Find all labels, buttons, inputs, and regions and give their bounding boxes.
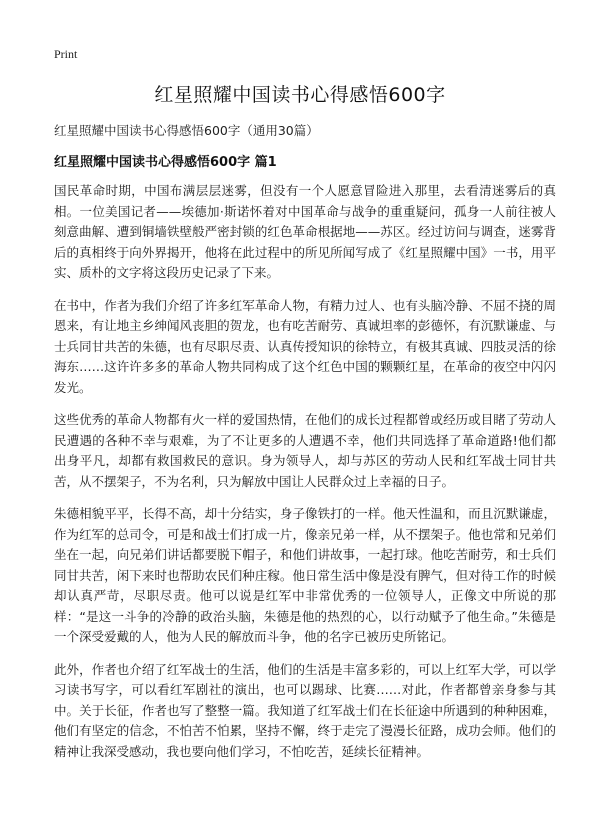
paragraph: 此外，作者也介绍了红军战士的生活，他们的生活是丰富多彩的，可以上红军大学，可以学习读书写字，可以看红军剧社的演出，也可以踢球、比赛……对此，作者都曾亲身参与其中。关于长征，作者也写了整整一篇。我知道了红军战士们在长征途中所遇到的种种困难，他们有坚定的信念，不怕苦不怕累，坚持不懈，终于走完了漫漫长征路，成功会师。他们的精神让我深受感动，我也要向他们学习，不怕吃苦，延续长征精神。 [54, 661, 556, 759]
page-title: 红星照耀中国读书心得感悟600字 [154, 84, 446, 106]
paragraph: 这些优秀的革命人物都有火一样的爱国热情，在他们的成长过程都曾或经历或目睹了劳动人民遭遇的各种不幸与艰难，为了不让更多的人遭遇不幸，他们共同选择了革命道路!他们都出身平凡，却都有救国救民的意识。身为领导人，却与苏区的劳动人民和红军战士同甘共苦，从不摆架子，不为名利，只为解放中国让人民群众过上幸福的日子。 [54, 412, 556, 489]
section-heading: 红星照耀中国读书心得感悟600字 篇1 [54, 155, 277, 170]
paragraph: 朱德相貌平平，长得不高，却十分结实，身子像铁打的一样。他天性温和，而且沉默谦虚，作为红军的总司令，可是和战士们打成一片，像亲兄弟一样，从不摆架子。他也常和兄弟们坐在一起，向兄弟们讲话都要脱下帽子，和他们讲故事，一起打球。他吃苦耐劳，和士兵们同甘共苦，闲下来时也帮助农民们种庄稼。他日常生活中像是没有脾气，但对待工作的时候却认真严苛，尽职尽责。他可以说是红军中非常优秀的一位领导人，正像文中所说的那样：“是这一斗争的冷静的政治头脑，朱德是他的热烈的心，以行动赋予了他生命。”朱德是一个深受爱戴的人，他为人民的解放而斗争，他的名字已被历史所铭记。 [54, 506, 556, 644]
document-subtitle: 红星照耀中国读书心得感悟600字（通用30篇） [54, 123, 319, 138]
paragraph: 在书中，作者为我们介绍了许多红军革命人物，有精力过人、也有头脑冷静、不屈不挠的周恩来，有让地主乡绅闻风丧胆的贺龙，也有吃苦耐劳、真诚坦率的彭德怀，有沉默谦虚、与士兵同甘共苦的朱德，也有尽职尽责、认真传授知识的徐特立，有极其真诚、四肢灵活的徐海东……这许许多多的革命人物共同构成了这个红色中国的颗颗红星，在革命的夜空中闪闪发光。 [54, 297, 556, 395]
print-link[interactable]: Print [54, 47, 78, 61]
article-body [54, 181, 556, 774]
paragraph: 国民革命时期，中国布满层层迷雾，但没有一个人愿意冒险进入那里，去看清迷雾后的真相。一位美国记者——埃德加·斯诺怀着对中国革命与战争的重重疑问，孤身一人前往被人刻意曲解、遭到铜墙铁壁般严密封锁的红色革命根据地——苏区。经过访问与调查，迷雾背后的真相终于向外界揭开，他将在此过程中的所见所闻写成了《红星照耀中国》一书，用平实、质朴的文字将这段历史记录了下来。 [54, 183, 556, 280]
